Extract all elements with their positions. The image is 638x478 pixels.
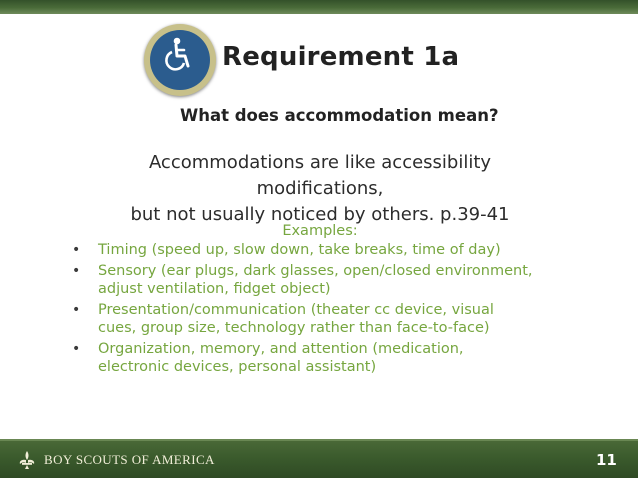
examples-list: [70, 241, 590, 379]
bullet-icon: •: [72, 301, 81, 318]
bullet-icon: •: [72, 242, 81, 258]
footer-organization: BOY SCOUTS OF AMERICA: [44, 452, 215, 467]
intro-line-1: Accommodations are like accessibility modifications,: [148, 152, 492, 199]
page-number: 11: [596, 451, 617, 469]
list-item-line-1: Presentation/communication (theater cc device, visual: [98, 301, 494, 318]
list-item-line-2: adjust ventilation, fidget object): [98, 281, 331, 297]
list-item-line-1: Organization, memory, and attention (medication,: [98, 340, 464, 357]
merit-badge: [144, 24, 216, 96]
list-item-line-2: cues, group size, technology rather than face-to-face): [98, 320, 490, 336]
list-item: [70, 301, 590, 338]
list-item-line-1: Timing (speed up, slow down, take breaks, time of day): [98, 242, 501, 258]
list-item-line-1: Sensory (ear plugs, dark glasses, open/closed environment,: [98, 262, 533, 279]
bsa-fleur-de-lis-icon: [16, 450, 38, 470]
bullet-icon: •: [72, 262, 81, 279]
slide-question: What does accommodation mean?: [180, 106, 499, 125]
slide-title: Requirement 1a: [222, 42, 460, 72]
top-header-band: [0, 0, 638, 14]
list-item-line-2: electronic devices, personal assistant): [98, 359, 377, 375]
intro-text: [86, 150, 554, 228]
intro-line-2: but not usually noticed by others. p.39-41: [130, 204, 510, 225]
bullet-icon: •: [72, 340, 81, 357]
list-item: [70, 262, 590, 299]
list-item: [70, 340, 590, 377]
wheelchair-icon: [158, 36, 194, 72]
examples-heading: Examples:: [282, 223, 358, 239]
list-item: [70, 241, 590, 260]
